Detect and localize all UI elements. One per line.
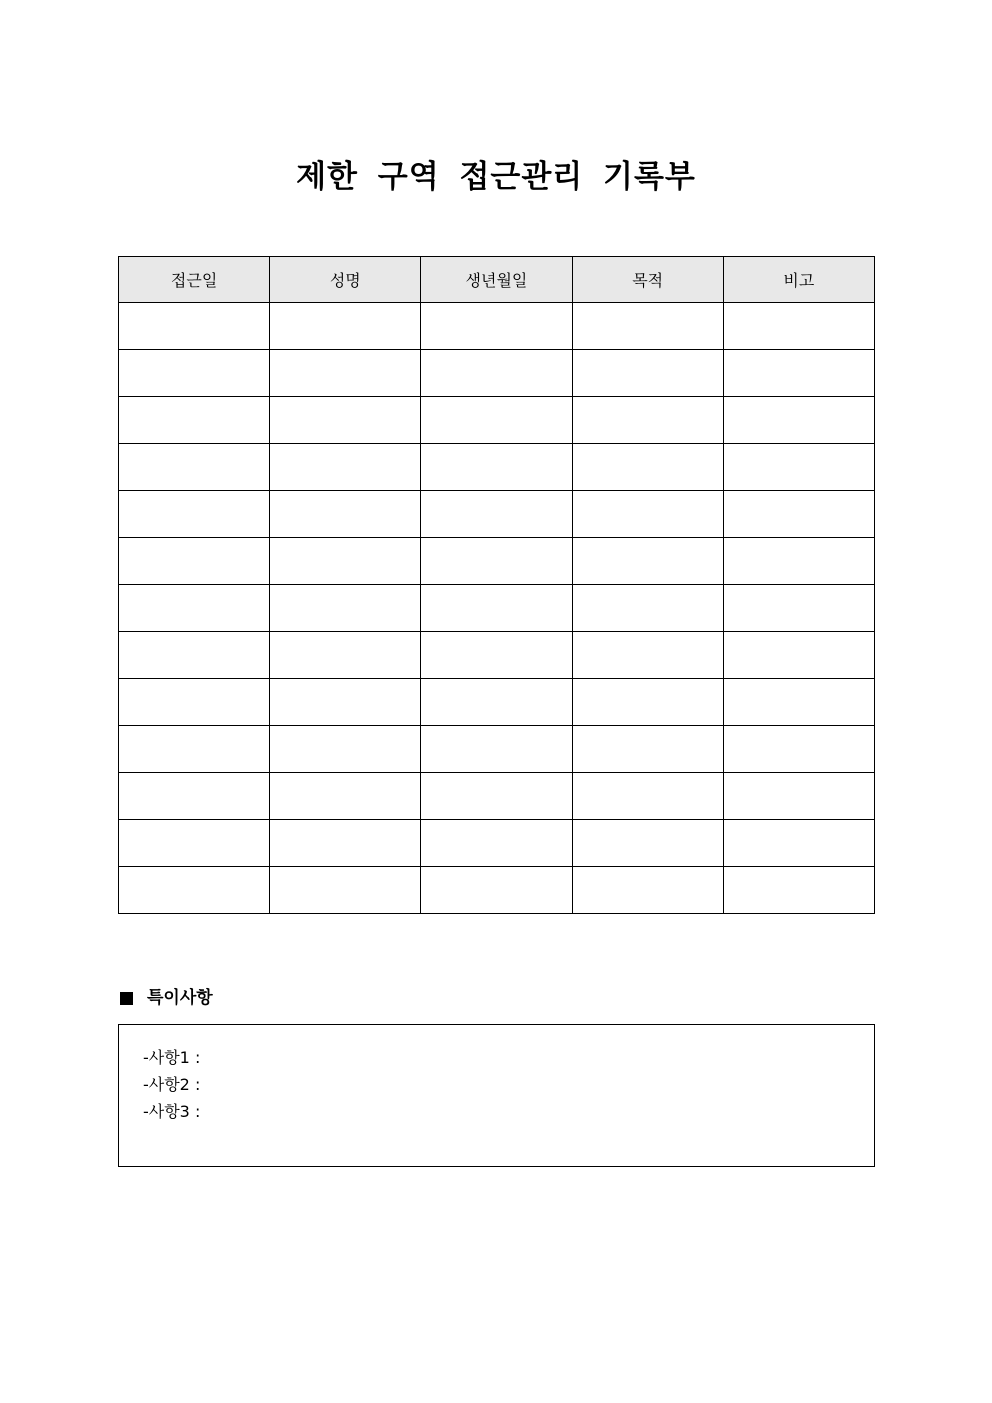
table-cell (421, 726, 572, 773)
table-cell (270, 679, 421, 726)
table-cell (421, 632, 572, 679)
table-cell (421, 491, 572, 538)
table-cell (572, 538, 723, 585)
notes-heading (118, 985, 213, 1011)
column-header-access-date: 접근일 (119, 257, 270, 303)
table-cell (723, 820, 874, 867)
table-cell (723, 491, 874, 538)
table-cell (119, 773, 270, 820)
document-title: 제한 구역 접근관리 기록부 (296, 158, 696, 195)
column-header-name: 성명 (270, 257, 421, 303)
table-cell (270, 444, 421, 491)
table-cell (421, 867, 572, 914)
table-cell (119, 726, 270, 773)
table-body (119, 303, 875, 914)
notes-heading-label: 특이사항 (147, 988, 213, 1008)
table-cell (572, 444, 723, 491)
table-row (119, 867, 875, 914)
table-row (119, 820, 875, 867)
table-cell (723, 397, 874, 444)
note-item-1: -사항1 : (143, 1048, 201, 1067)
table-cell (119, 350, 270, 397)
table-cell (723, 350, 874, 397)
table-cell (270, 350, 421, 397)
table-row (119, 538, 875, 585)
table-cell (270, 397, 421, 444)
table-cell (270, 820, 421, 867)
table-cell (723, 303, 874, 350)
square-bullet-icon (120, 992, 133, 1005)
table-row (119, 679, 875, 726)
table-cell (572, 867, 723, 914)
table-cell (572, 585, 723, 632)
table-cell (119, 491, 270, 538)
table-row (119, 773, 875, 820)
table-cell (723, 773, 874, 820)
table-cell (572, 491, 723, 538)
table-cell (421, 303, 572, 350)
notes-list (119, 1025, 874, 1125)
table-cell (119, 679, 270, 726)
table-cell (421, 773, 572, 820)
table-row (119, 491, 875, 538)
table-cell (572, 303, 723, 350)
table-cell (572, 679, 723, 726)
table-cell (421, 538, 572, 585)
table-cell (119, 538, 270, 585)
table-cell (723, 679, 874, 726)
table-cell (723, 538, 874, 585)
table-row (119, 726, 875, 773)
table-cell (119, 397, 270, 444)
table-cell (572, 726, 723, 773)
table-cell (723, 444, 874, 491)
notes-box (118, 1024, 875, 1167)
table-cell (421, 820, 572, 867)
table-cell (119, 303, 270, 350)
table-cell (270, 491, 421, 538)
table-cell (723, 726, 874, 773)
table-cell (270, 726, 421, 773)
table-cell (723, 867, 874, 914)
access-log-table (118, 256, 875, 914)
table-cell (421, 585, 572, 632)
table-cell (572, 350, 723, 397)
table-cell (270, 585, 421, 632)
table-cell (421, 350, 572, 397)
table-row (119, 397, 875, 444)
note-item-2: -사항2 : (143, 1075, 201, 1094)
table-cell (270, 538, 421, 585)
table-cell (421, 679, 572, 726)
table-cell (723, 585, 874, 632)
table-cell (119, 444, 270, 491)
table-row (119, 444, 875, 491)
table-cell (119, 820, 270, 867)
column-header-remarks: 비고 (723, 257, 874, 303)
table-row (119, 632, 875, 679)
table-cell (270, 303, 421, 350)
table-cell (421, 444, 572, 491)
table-cell (270, 867, 421, 914)
table-header-row (119, 257, 875, 303)
table-cell (119, 585, 270, 632)
table-cell (270, 773, 421, 820)
table-cell (572, 820, 723, 867)
column-header-purpose: 목적 (572, 257, 723, 303)
table-cell (572, 773, 723, 820)
table-cell (270, 632, 421, 679)
table-row (119, 585, 875, 632)
table-cell (723, 632, 874, 679)
note-item-3: -사항3 : (143, 1102, 201, 1121)
table-cell (119, 632, 270, 679)
column-header-birth-date: 생년월일 (421, 257, 572, 303)
table-cell (119, 867, 270, 914)
table-cell (572, 397, 723, 444)
table-cell (572, 632, 723, 679)
table-row (119, 303, 875, 350)
table-row (119, 350, 875, 397)
table-cell (421, 397, 572, 444)
